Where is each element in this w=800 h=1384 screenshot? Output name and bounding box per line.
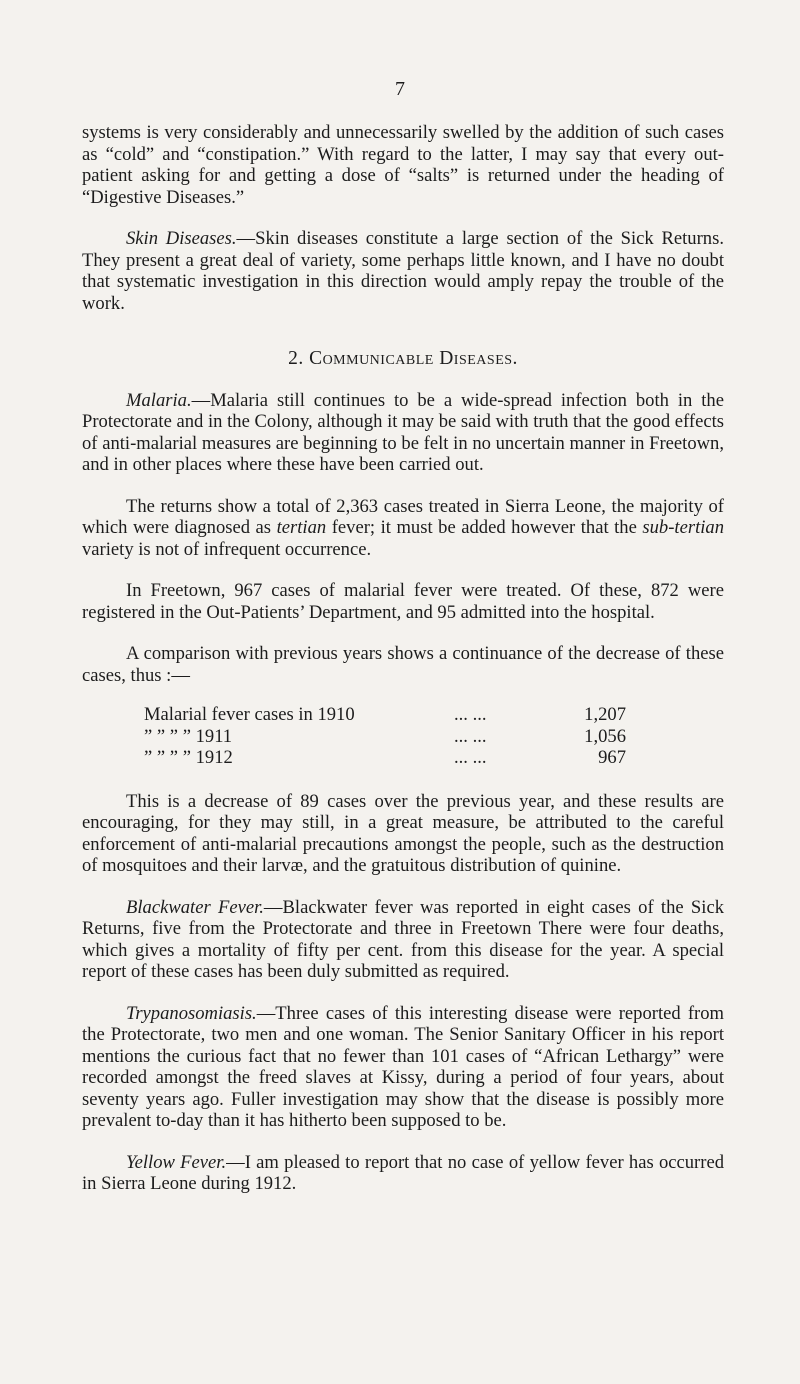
returns-text-3: variety is not of infrequent occurrence.	[82, 538, 372, 560]
malaria-text: —Malaria still continues to be a wide-spread infection both in the Protectorate and in the Colony, although it may be said with truth that the good effects of anti-malarial measures are beginning to be felt in no uncertain manner in Freetown, and in other places where these have been carried out.	[82, 389, 724, 475]
row-label: ” ” ” ” 1912	[144, 747, 233, 768]
heading-malaria: Malaria.	[126, 389, 192, 411]
malaria-cases-table	[144, 704, 626, 769]
page-body	[82, 122, 724, 1215]
heading-blackwater-fever: Blackwater Fever.	[126, 896, 264, 918]
row-value: 967	[598, 747, 626, 768]
table-row	[144, 747, 626, 769]
blackwater-text: —Blackwater fever was reported in eight cases of the Sick Returns, five from the Protectorate and three in Freetown There were four deaths, which gives a mortality of fifty per cent. from this disease for the year. A special report of these cases has been duly submitted as required.	[82, 896, 724, 982]
paragraph-comparison: A comparison with previous years shows a continuance of the decrease of these cases, thus :—	[82, 643, 724, 686]
heading-trypanosomiasis: Trypanosomiasis.	[126, 1002, 257, 1024]
table-row	[144, 726, 626, 748]
row-value: 1,056	[584, 725, 626, 747]
term-tertian: tertian	[276, 517, 327, 538]
row-label: ” ” ” ” 1911	[144, 725, 233, 747]
heading-yellow-fever: Yellow Fever.	[126, 1151, 227, 1173]
section-title: 2. Communicable Diseases.	[288, 348, 518, 369]
yellow-fever-text: —I am pleased to report that no case of yellow fever has occurred in Sierra Leone during 1912.	[82, 1151, 724, 1194]
paragraph-malaria	[82, 390, 724, 476]
heading-skin-diseases: Skin Diseases.	[126, 228, 237, 249]
paragraph-blackwater	[82, 897, 724, 983]
table-row	[144, 704, 626, 726]
skin-diseases-text: —Skin diseases constitute a large section of the Sick Returns. They present a great deal of variety, some perhaps little known, and I have no doubt that systematic investigation in this direction would amply repay the trouble of the work.	[82, 228, 724, 314]
row-value: 1,207	[584, 704, 626, 725]
row-leader: ... ...	[454, 747, 487, 768]
paragraph-intro: systems is very considerably and unnecessarily swelled by the addition of such cases as “cold” and “constipation.” With regard to the latter, I may say that every out-patient asking for and getting a dose of “salts” is returned under the heading of “Digestive Diseases.”	[82, 122, 724, 208]
row-leader: ... ...	[454, 725, 487, 747]
returns-text-2: fever; it must be added however that the	[326, 517, 643, 538]
paragraph-decrease: This is a decrease of 89 cases over the previous year, and these results are encouraging, for they may still, in a great measure, be attributed to the careful enforcement of anti-malarial precautions amongst the people, such as the destruction of mosquitoes and their larvæ, and the gratuitous distribution of quinine.	[82, 790, 724, 876]
paragraph-yellow-fever	[82, 1152, 724, 1195]
paragraph-trypanosomiasis	[82, 1003, 724, 1132]
returns-text-1: The returns show a total of 2,363 cases treated in Sierra Leone, the majority of which were diagnosed as	[82, 495, 724, 538]
page-number: 7	[395, 78, 405, 100]
trypanosomiasis-text: —Three cases of this interesting disease were reported from the Protectorate, two men and one woman. The Senior Sanitary Officer in his report mentions the curious fact that no fewer than 101 cases of “African Lethargy” were recorded amongst the freed slaves at Kissy, during a period of four years, about seventy years ago. Fuller investigation may show that the disease is possibly more prevalent to-day than it has hitherto been supposed to be.	[82, 1002, 724, 1131]
paragraph-skin-diseases	[82, 228, 724, 314]
row-label: Malarial fever cases in 1910	[144, 704, 355, 725]
row-leader: ... ...	[454, 704, 487, 725]
paragraph-freetown: In Freetown, 967 cases of malarial fever were treated. Of these, 872 were registered in the Out-Patients’ Department, and 95 admitted into the hospital.	[82, 580, 724, 623]
term-sub-tertian: sub-tertian	[642, 517, 724, 538]
paragraph-returns	[82, 496, 724, 561]
